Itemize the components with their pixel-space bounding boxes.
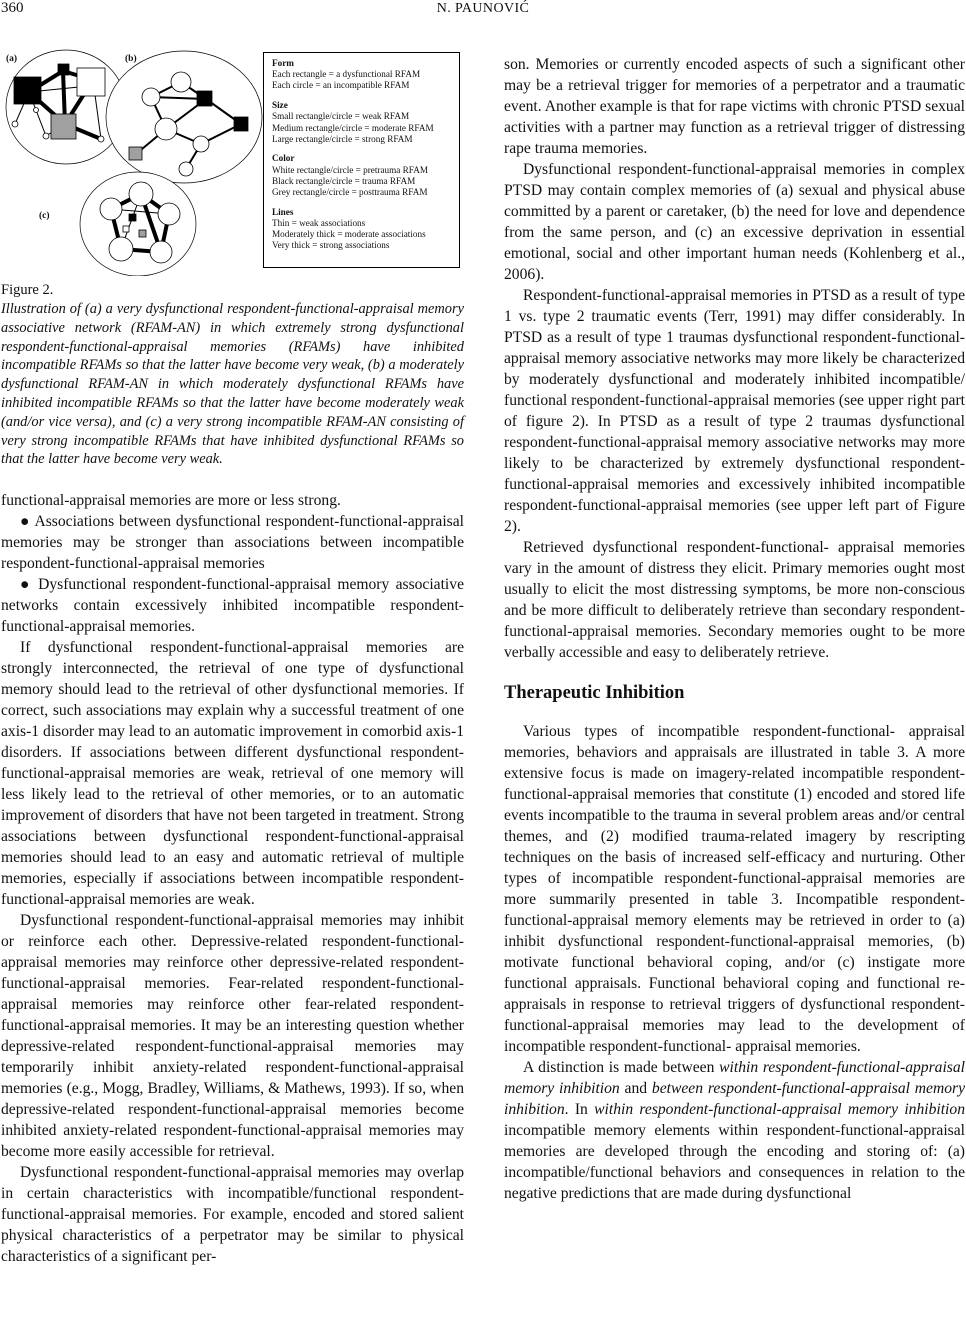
right-column <box>504 54 965 1204</box>
paragraph: Respondent-functional-appraisal memories in PTSD as a result of type 1 vs. type 2 traumatic events (Terr, 1991) may differ considerably. In PTSD as a result of type 1 traumas dysfunctional respondent-functional-appraisal memory associative networks may more likely be characterized by moderately dysfunctional and moderately inhibited incompatible/ functional respondent-functional-appraisal memories (see upper right part of figure 2). In PTSD as a result of type 2 traumas dysfunctional respondent-functional-appraisal memory associative networks may more likely to be characterized by extremely dysfunctional respondent-functional-appraisal memories and excessively inhibited incompatible respondent-functional-appraisal memories (see upper left part of Figure 2). <box>504 287 965 535</box>
legend-line: Grey rectangle/circle = posttrauma RFAM <box>272 187 428 198</box>
paragraph: Retrieved dysfunctional respondent-functional- appraisal memories vary in the amount of distress they elicit. Primary memories ought most usually to elicit the most distressing symptoms, be more non-conscious and be more difficult to deliberately retrieve than secondary respondent-functional-appraisal memories. Secondary memories ought to be more verbally accessible and easy to deliberately retrieve. <box>504 539 965 661</box>
node-c-circle-3 <box>158 203 180 225</box>
node-b-circle-4 <box>193 136 209 152</box>
node-a-large-white <box>77 68 105 96</box>
text-run: A distinction is made between <box>523 1059 720 1076</box>
left-column <box>1 490 464 1267</box>
figure-caption-title: Figure 2. <box>1 282 54 298</box>
node-b-black-2 <box>234 117 248 131</box>
legend-heading-color: Color <box>272 153 295 164</box>
page-header <box>0 0 966 26</box>
running-head: N. PAUNOVIĆ <box>436 1 530 16</box>
panel-label-a: (a) <box>6 54 18 64</box>
legend-line: Large rectangle/circle = strong RFAM <box>272 133 413 144</box>
legend-line: Black rectangle/circle = trauma RFAM <box>272 175 416 186</box>
paragraph: Dysfunctional respondent-functional-appraisal memories in complex PTSD may contain complex memories of (a) sexual and physical abuse committed by a parent or caretaker, (b) the need for love and dependence from the same person, and (c) an excessive deprivation in essential emotional, social and other important human needs (Kohlenberg et al., 2006). <box>504 161 965 283</box>
node-b-black-1 <box>197 91 212 106</box>
legend-heading-form: Form <box>272 58 294 68</box>
legend-line: Small rectangle/circle = weak RFAM <box>272 111 410 122</box>
paragraph: Dysfunctional respondent-functional-appraisal memories may overlap in certain characteristics with incompatible/functional respondent-functional-appraisal memories. For example, encoded and stored salient physical characteristics of a perpetrator may be similar to physical characteristics of a significant per- <box>1 1164 464 1265</box>
node-b-circle-3 <box>155 118 177 140</box>
panel-label-c: (c) <box>39 211 50 221</box>
node-a-grey <box>51 114 76 139</box>
node-a-large-black <box>14 77 41 104</box>
legend-heading-lines: Lines <box>272 206 294 217</box>
page-number: 360 <box>1 0 24 16</box>
italic-term: within respondent-functional-appraisal memory inhibition <box>504 1059 965 1097</box>
node-a-circle-1 <box>12 121 18 127</box>
node-b-grey <box>129 147 142 160</box>
legend-line: Moderately thick = moderate associations <box>272 229 426 240</box>
panel-label-b: (b) <box>125 54 137 64</box>
paragraph: son. Memories or currently encoded aspects of such a significant other may be a retrieval trigger for memories of a perpetrator and a traumatic event. Another example is that for rape victims with chronic PTSD sexual activities with a partner may function as a retrieval trigger of distressing rape trauma memories. <box>504 56 965 157</box>
node-a-small-black <box>58 64 69 75</box>
node-c-black <box>129 214 136 221</box>
legend-line: Medium rectangle/circle = moderate RFAM <box>272 122 434 133</box>
legend-line: White rectangle/circle = pretrauma RFAM <box>272 164 429 175</box>
bullet-item: ● Associations between dysfunctional respondent-functional-appraisal memories may be stronger than associations between incompatible respondent-functional-appraisal memories <box>1 513 464 572</box>
node-a-circle-2 <box>43 133 49 139</box>
legend-heading-size: Size <box>272 100 288 111</box>
text-run: incompatible memory elements within respondent-functional-appraisal memories are developed through the encoding and storing of: (a) incompatible/functional behaviors and consequences in relation to the negative predictions that are made during dysfunctional <box>504 1122 965 1202</box>
figure-legend <box>263 52 460 268</box>
paragraph: Dysfunctional respondent-functional-appraisal memories may inhibit or reinforce each other. Depressive-related respondent-functional-appraisal memories may reinforce other depressive-related respondent-functional-appraisal memories. Fear-related respondent-functional-appraisal memories may reinforce other fear-related respondent-functional-appraisal memories. It may be an interesting question whether depressive-related respondent-functional-appraisal memories may temporarily inhibit anxiety-related respondent-functional-appraisal memories (e.g., Mogg, Bradley, Williams, & Mathews, 1993). If so, when depressive-related respondent-functional-appraisal memories become inhibited anxiety-related respondent-functional-appraisal memories may become more easily accessible for retrieval. <box>1 912 464 1160</box>
bullet-item: ● Dysfunctional respondent-functional-appraisal memory associative networks contain excessively inhibited incompatible respondent-functional-appraisal memories. <box>1 576 464 635</box>
node-c-white <box>123 226 129 232</box>
figure-caption: Illustration of (a) a very dysfunctional respondent-functional-appraisal memory associative network (RFAM-AN) in which extremely strong dysfunctional respondent-functional-appraisal memories (RFAMs) have inhibited incompatible RFAMs so that the latter have become very weak, (b) a moderately dysfunctional RFAM-AN in which moderately dysfunctional RFAMs have inhibited incompatible RFAMs so that the latter have become moderately weak (and/or vice versa), and (c) a very strong incompatible RFAM-AN consisting of very strong incompatible RFAMs that have inhibited dysfunctional RFAMs so that the latter have become very weak. <box>1 301 464 468</box>
node-b-circle-2 <box>171 72 191 92</box>
node-a-circle-3 <box>98 136 104 142</box>
legend-line: Each circle = an incompatible RFAM <box>272 80 410 91</box>
paragraph: Various types of incompatible respondent-functional- appraisal memories, behaviors and appraisals are illustrated in table 3. A more extensive focus is made on imagery-related incompatible respondent-functional-appraisal memories that constitute (1) encoded and stored life events incompatible to the trauma in several problem areas and/or central themes, and (2) modified trauma-related imagery by rescripting techniques on the basis of increased self-efficacy and nurturing. Other types of incompatible respondent-functional-appraisal memories are more summarily presented in table 3. Incompatible respondent-functional-appraisal memory elements may be retrieved in order to (a) inhibit dysfunctional respondent-functional-appraisal memories, (b) motivate functional behavioral coping, and/or (c) instigate more functional appraisals. Functional behavioral coping and functional re-appraisals in response to retrieval triggers of dysfunctional respondent-functional-appraisal memories may lead to the development of incompatible respondent-functional- appraisal memories. <box>504 723 965 1055</box>
node-c-circle-4 <box>109 237 133 261</box>
network-diagram <box>1 44 263 276</box>
legend-line: Each rectangle = a dysfunctional RFAM <box>272 69 421 80</box>
text-run: and <box>619 1080 652 1097</box>
legend-line: Thin = weak associations <box>272 217 366 228</box>
italic-term: within respondent-functional-appraisal memory inhibition <box>594 1101 965 1118</box>
node-a-circle-4 <box>34 108 39 113</box>
text-run: . In <box>564 1101 595 1118</box>
node-c-circle-2 <box>129 182 153 206</box>
node-c-circle-5 <box>150 241 172 263</box>
node-b-circle-5 <box>179 162 193 176</box>
node-b-circle-1 <box>142 88 160 106</box>
paragraph <box>504 1057 965 1204</box>
node-c-grey <box>139 230 146 237</box>
node-c-circle-1 <box>100 198 122 220</box>
legend-line: Very thick = strong associations <box>272 240 390 251</box>
figure-2 <box>1 44 464 276</box>
paragraph: If dysfunctional respondent-functional-appraisal memories are strongly interconnected, the retrieval of one type of dysfunctional memory should lead to the retrieval of other dysfunctional memories. If correct, such associations may explain why a successful treatment of one axis-1 disorder may lead to an automatic improvement in comorbid axis-1 disorders. If associations between different dysfunctional respondent-functional-appraisal memories are weak, retrieval of one memory will less likely lead to the retrieval of other memories, or to an automatic improvement of disorders that have not been targeted in treatment. Strong associations between dysfunctional respondent-functional-appraisal memories should lead to an easy and automatic retrieval of multiple memories, especially if associations between incompatible respondent-functional-appraisal memories are weak. <box>1 639 464 908</box>
section-heading: Therapeutic Inhibition <box>504 683 685 703</box>
paragraph: functional-appraisal memories are more or less strong. <box>1 492 341 509</box>
italic-term: between respondent-functional-appraisal memory inhibition <box>504 1080 966 1118</box>
